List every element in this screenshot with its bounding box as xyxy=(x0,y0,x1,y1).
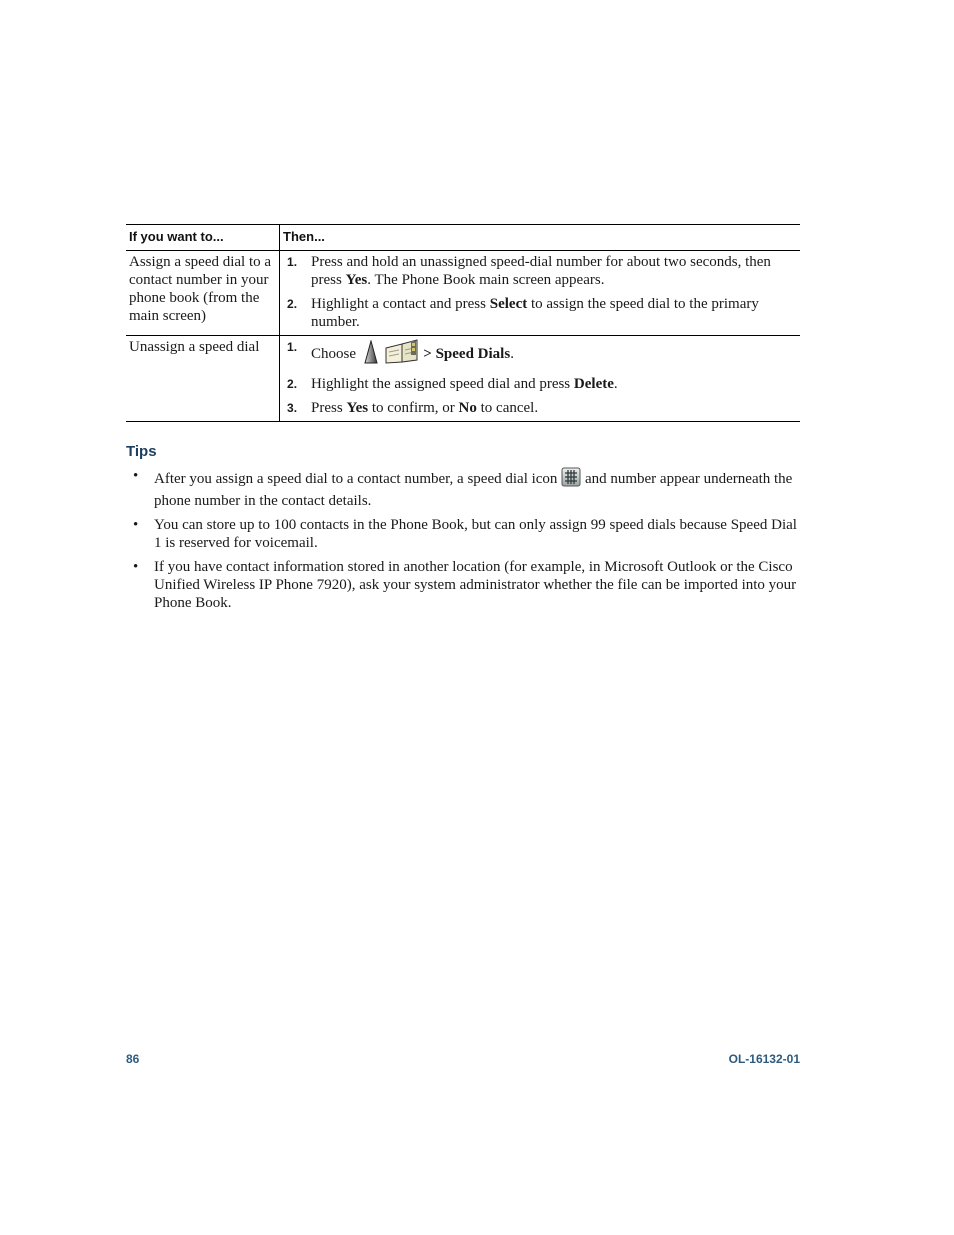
tip-item xyxy=(126,516,801,552)
tip-text: and number appear underneath the phone number in the contact details. xyxy=(154,471,793,509)
phone-book-icon xyxy=(384,338,420,369)
step-text: to cancel. xyxy=(476,400,539,416)
table-row xyxy=(126,336,800,422)
instructions-table xyxy=(126,224,800,422)
page-number: 86 xyxy=(126,1052,140,1066)
header-then: Then... xyxy=(280,225,800,251)
menu-path-label: > Speed Dials xyxy=(423,346,511,362)
tip-text: You can store up to 100 contacts in the Phone Book, but can only assign 99 speed dials because Speed Dial 1 is reserved for voicemail. xyxy=(154,517,797,551)
bullet: • xyxy=(133,468,139,484)
step-text: Highlight the assigned speed dial and press xyxy=(311,376,574,392)
navigation-up-icon xyxy=(364,340,378,369)
steps-cell xyxy=(280,251,800,336)
step-text: Press and hold an unassigned speed-dial number for about two seconds, then press xyxy=(311,254,771,288)
step-item xyxy=(287,295,792,331)
softkey-label: Yes xyxy=(345,272,368,288)
step-number: 2. xyxy=(287,377,298,391)
step-text: to confirm, or xyxy=(368,400,459,416)
table-row xyxy=(126,251,800,336)
header-if-you-want-to: If you want to... xyxy=(126,225,280,251)
step-text: Press xyxy=(311,400,347,416)
task-cell: Assign a speed dial to a contact number in your phone book (from the main screen) xyxy=(126,251,280,336)
softkey-label: Yes xyxy=(346,400,369,416)
tips-list xyxy=(126,467,801,618)
document-id: OL-16132-01 xyxy=(728,1052,800,1066)
softkey-label: Delete xyxy=(573,376,614,392)
bullet: • xyxy=(133,517,139,533)
steps-list xyxy=(287,253,792,331)
tip-item xyxy=(126,558,801,612)
step-item xyxy=(287,375,792,393)
softkey-label: No xyxy=(458,400,477,416)
step-number: 1. xyxy=(287,340,298,354)
tip-text: If you have contact information stored in another location (for example, in Microsoft Outlook or the Cisco Unified Wireless IP Phone 7920), ask your system administrator whether the file can be imported into your Phone Book. xyxy=(154,559,797,611)
step-number: 3. xyxy=(287,401,298,415)
step-text: . The Phone Book main screen appears. xyxy=(367,272,605,288)
bullet: • xyxy=(133,559,139,575)
task-cell: Unassign a speed dial xyxy=(126,336,280,422)
step-item xyxy=(287,338,792,369)
table-header-row xyxy=(126,225,800,251)
speed-dial-icon xyxy=(561,467,581,492)
step-number: 1. xyxy=(287,255,298,269)
tips-heading: Tips xyxy=(126,443,157,460)
steps-list xyxy=(287,338,792,417)
softkey-label: Select xyxy=(489,296,528,312)
step-text: to assign the speed dial to the primary number. xyxy=(311,296,759,330)
step-text: Highlight a contact and press xyxy=(311,296,490,312)
tip-item xyxy=(126,467,801,510)
step-text: . xyxy=(510,346,514,362)
steps-cell xyxy=(280,336,800,422)
step-number: 2. xyxy=(287,297,298,311)
step-text: . xyxy=(613,376,618,392)
step-text: Choose xyxy=(311,346,357,362)
tip-text: After you assign a speed dial to a contact number, a speed dial icon xyxy=(154,471,562,487)
step-item xyxy=(287,399,792,417)
step-item xyxy=(287,253,792,289)
